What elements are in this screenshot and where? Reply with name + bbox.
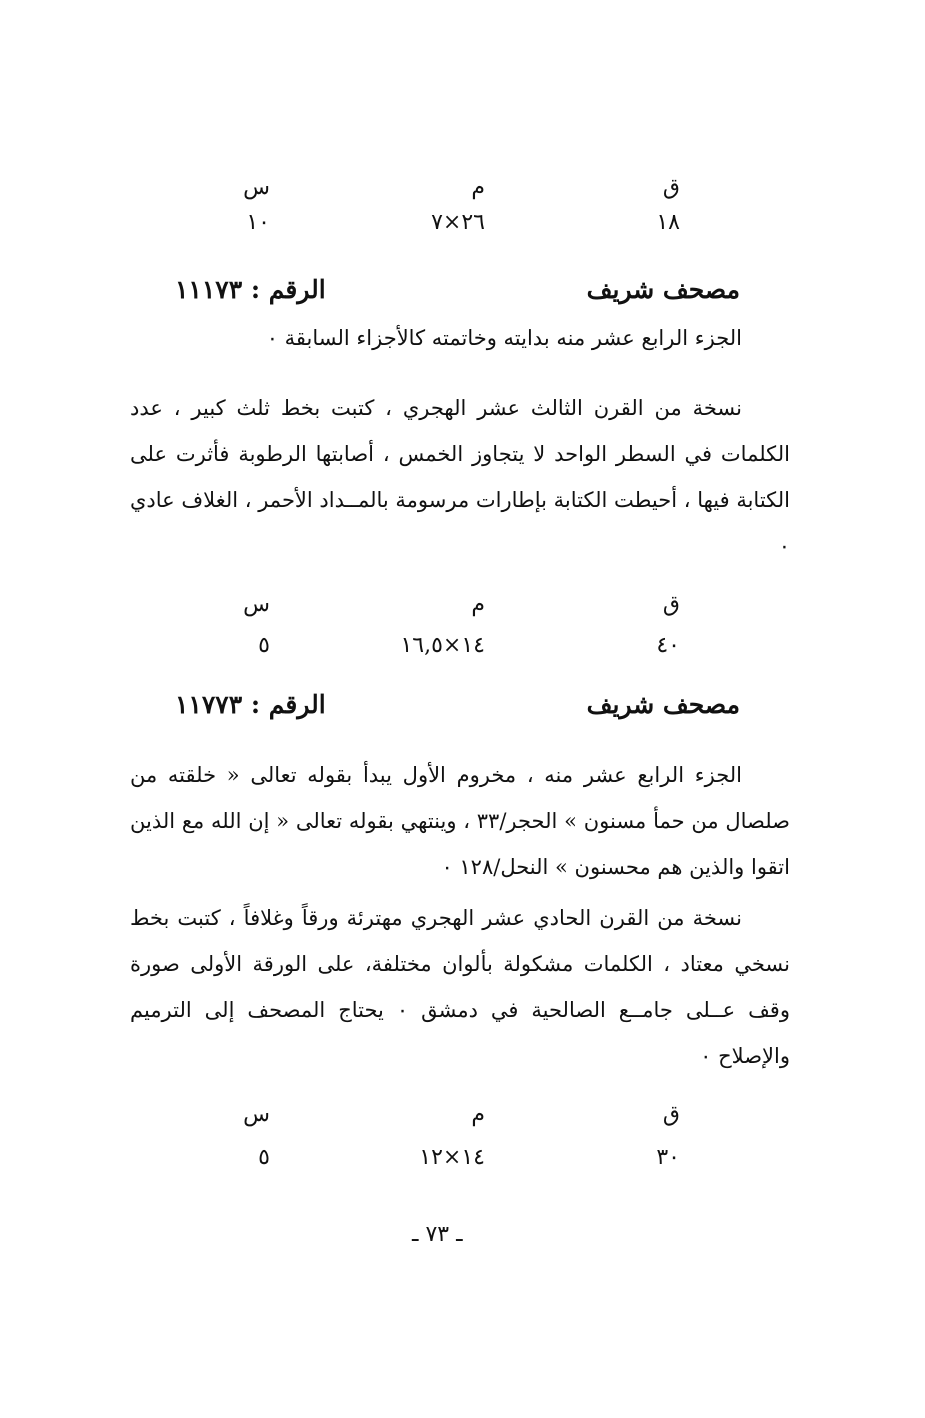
measure-values-row xyxy=(200,1145,740,1181)
label-m: م xyxy=(471,1102,485,1127)
measure-values-row xyxy=(200,210,740,246)
measure-labels-row xyxy=(200,592,740,628)
value-q: ٣٠ xyxy=(656,1145,680,1170)
label-m: م xyxy=(471,175,485,200)
entry-paragraph: نسخة من القرن الحادي عشر الهجري مهترئة ورقاً وغلافاً ، كتبت بخط نسخي معتاد ، الكلمات مشكولة بألوان مختلفة، على الورقة الأولى صورة وقف عــلى جامــع الصالحية في دمشق ٠ يحتاج المصحف إلى الترميم والإصلاح ٠ xyxy=(130,906,790,1068)
value-s: ١٠ xyxy=(246,210,270,235)
entry-number: الرقم : ١١٧٧٣ xyxy=(175,690,326,719)
entry-heading xyxy=(165,275,740,315)
label-q: ق xyxy=(662,175,680,200)
page-number: ـ ٧٣ ـ xyxy=(412,1222,463,1247)
label-s: س xyxy=(243,1102,270,1127)
value-s: ٥ xyxy=(258,1145,270,1170)
entry-paragraph: الجزء الرابع عشر منه بدايته وخاتمته كالأجزاء السابقة ٠ xyxy=(266,326,742,350)
label-m: م xyxy=(471,592,485,617)
measure-labels-row xyxy=(200,1102,740,1138)
entry-title: مصحف شريف xyxy=(586,275,740,304)
value-m: ١٤×١٢ xyxy=(419,1145,485,1170)
entry-number: الرقم : ١١١٧٣ xyxy=(175,275,326,304)
label-q: ق xyxy=(662,1102,680,1127)
value-m: ١٤×١٦,٥ xyxy=(400,633,485,658)
value-q: ٤٠ xyxy=(656,633,680,658)
value-q: ١٨ xyxy=(656,210,680,235)
value-s: ٥ xyxy=(258,633,270,658)
entry-paragraph: الجزء الرابع عشر منه ، مخروم الأول يبدأ بقوله تعالى « خلقته من صلصال من حمأ مسنون » الحجر/٣٣ ، وينتهي بقوله تعالى « إن الله مع الذين اتقوا والذين هم محسنون » النحل/١٢٨ ٠ xyxy=(130,763,790,879)
entry-heading xyxy=(165,690,740,730)
value-m: ٢٦×٧ xyxy=(431,210,485,235)
label-q: ق xyxy=(662,592,680,617)
entry-title: مصحف شريف xyxy=(586,690,740,719)
label-s: س xyxy=(243,592,270,617)
measure-values-row xyxy=(200,633,740,669)
label-s: س xyxy=(243,175,270,200)
measure-labels-row xyxy=(200,175,740,211)
entry-paragraph: نسخة من القرن الثالث عشر الهجري ، كتبت بخط ثلث كبير ، عدد الكلمات في السطر الواحد لا يتجاوز الخمس ، أصابتها الرطوبة فأثرت على الكتابة فيها ، أحيطت الكتابة بإطارات مرسومة بالمــداد الأحمر ، الغلاف عادي ٠ xyxy=(130,396,790,558)
